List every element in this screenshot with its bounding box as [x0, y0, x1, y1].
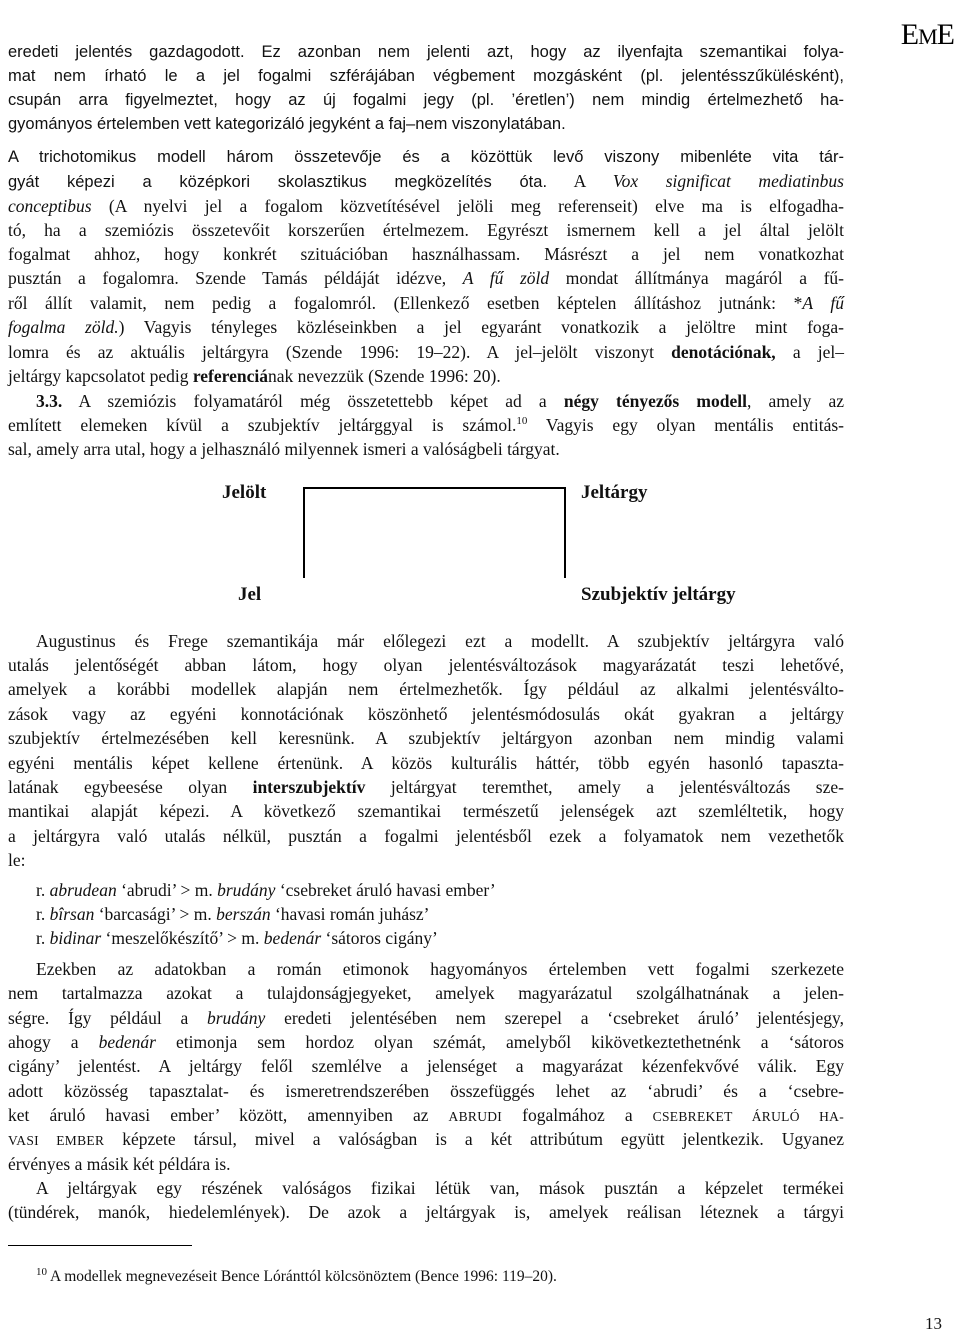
text-line: (tündérek, manók, hiedelemlények). De azok a jeltárgyak is, amelyek reálisan léteznek a tárgyi [8, 1202, 844, 1222]
footnote: $^{10}$ A modellek megnevezéseit Bence Lóránttól kölcsönöztem (Bence 1996: 119–20). [36, 1265, 557, 1285]
text-line: Ezekben az adatokban a román etimonok hagyományos értelemben vett fogalmi szerkezete [36, 959, 844, 979]
text-line: tó, ha a szemiózis összetevőit korszerűen értelmezem. Egyrészt ismernem kell a jel által jelölt [8, 220, 844, 240]
text-line: jeltárgy kapcsolatot pedig referenciának nevezzük (Szende 1996: 20). [8, 366, 501, 386]
journal-logo: EME [900, 18, 954, 51]
text-line: amelyek a korábbi modellek alapján nem értelmezhetők. Így például az alkalmi jelentésválto- [8, 679, 844, 699]
text-line: conceptibus (A nyelvi jel a fogalom közvetítésével jelöli meg referenseit) elve ma is elfogadha- [8, 196, 844, 216]
text-line: érvényes a másik két példára is. [8, 1154, 231, 1174]
text-line: A jeltárgyak egy részének valóságos fizikai létük van, mások pusztán a képzelet termékei [36, 1178, 844, 1198]
text-line: fogalma zöld.) Vagyis tényleges közléseinkben a jel egyaránt vonatkozik a jelöltre mint foga- [8, 317, 844, 337]
footnote-number: 10 [36, 1265, 47, 1278]
text-line: sal, amely arra utal, hogy a jelhasználó milyennek ismeri a valóságbeli tárgyat. [8, 439, 560, 459]
example-line: r. bidinar ‘meszelőkészítő’ > m. bedenár ‘sátoros cigány’ [36, 928, 438, 948]
text-line: ahogy a bedenár etimonja sem hordoz olyan szémát, amelyből kikövetkeztethetnénk a ‘sátoros [8, 1032, 844, 1052]
footnote-ref: 10 [516, 415, 528, 428]
diagram-label-jel: Jel [238, 584, 262, 605]
text-line: szubjektív értelmezésében kell keresnünk. A szubjektív jeltárgyon azonban nem mindig valami [8, 728, 844, 748]
text-line: adott közösség tapasztalat- és ismeretrendszerében összefüggés lehet az ‘abrudi’ és a ‘csebre- [8, 1081, 844, 1101]
text-line: gyát képezi a középkori skolasztikus megközelítés óta. A Vox significat mediatinbus [8, 171, 844, 191]
text-line: csupán arra figyelmeztet, hogy az új fogalmi jegy (pl. ’éretlen’) nem mindig értelmezhető ha- [8, 91, 844, 109]
text-line: le: [8, 850, 26, 870]
text-line: ségre. Így például a brudány eredeti jelentésében nem szerepel a ‘csebreket áruló’ jelentésjegy, [8, 1008, 844, 1028]
text-line: lomra és az aktuális jeltárgyra (Szende 1996: 19–22). A jel–jelölt viszonyt denotációnak, a jel– [8, 342, 844, 362]
text-line: egyéni mentális képet kellene értenünk. A közös kulturális háttér, több egyén hasonló tapaszta- [8, 753, 844, 773]
text-line: ket áruló havasi ember’ között, amennyiben az ABRUDI fogalmához a CSEBREKET ÁRULÓ HA- [8, 1105, 844, 1125]
text-line: utalás jelentőségét abban látom, hogy olyan jelentésváltozások magyarázatát teszi lehetővé, [8, 655, 844, 675]
text-line: latának egybeesése olyan interszubjektív jeltárgyat teremthet, amely a jelentésváltozás sze- [8, 777, 844, 797]
example-line: r. bîrsan ‘barcasági’ > m. berszán ‘havasi román juhász’ [36, 904, 430, 924]
text-line: mantikai alapját képezi. A következő szemantikai természetű jelenségek azt szemléltetik, hogy [8, 801, 844, 821]
page-number: 13 [925, 1314, 942, 1333]
footnote-separator [8, 1245, 192, 1246]
diagram-label-jelolt: Jelölt [222, 482, 267, 503]
diagram-box [303, 487, 566, 578]
text-line: a jeltárgyra való utalás nélkül, pusztán a fogalmi jelentésből ezek a folyamatok nem vezethetők [8, 826, 844, 846]
text-line: említett elemeken kívül a szubjektív jeltárggyal is számol.$^{10}$ Vagyis egy olyan mentális entitás- [8, 415, 844, 435]
text-line: nem tartalmazza azokat a tulajdonságjegyeket, amelyek magyarázatul szolgálhatnának a jelen- [8, 983, 844, 1003]
text-line: pusztán a fogalomra. Szende Tamás példáját idézve, A fű zöld mondat állítmánya magáról a fű- [8, 268, 844, 288]
diagram-label-szubjektiv-jeltargy: Szubjektív jeltárgy [581, 584, 736, 605]
text-line: cigány’ jelentést. A jeltárgy felől szemlélve a jelenséget a magyarázat kézenfekvővé válik. Egy [8, 1056, 844, 1076]
text-line: ről állít valamit, nem pedig a fogalomról. (Ellenkező esetben képtelen állításhoz jutnánk: *A fű [8, 293, 844, 313]
text-line: VASI EMBER képzete társul, mivel a valóságban is a két attribútum együtt jelentkezik. Ugyanez [8, 1129, 844, 1149]
text-line: A trichotomikus modell három összetevője és a közöttük levő viszony mibenléte vita tár- [8, 148, 844, 166]
text-line: mat nem írható le a jel fogalmi szférájában végbement mozgásként (pl. jelentésszűkülésként), [8, 67, 844, 85]
text-line: 3.3. A szemiózis folyamatáról még összetettebb képet ad a négy tényezős modell, amely az [36, 391, 844, 411]
text-line: Augustinus és Frege szemantikája már előlegezi ezt a modellt. A szubjektív jeltárgyra való [36, 631, 844, 651]
text-line: gyományos értelemben vett kategorizáló jegyként a faj–nem viszonylatában. [8, 115, 566, 133]
example-line: r. abrudean ‘abrudi’ > m. brudány ‘csebreket áruló havasi ember’ [36, 880, 496, 900]
section-number: 3.3. [36, 391, 63, 411]
text-line: fogalmat ahhoz, hogy konkrét szituációban használhassam. Másrészt a jel nem vonatkozhat [8, 244, 844, 264]
text-line: zások vagy az egyéni konnotációnak köszönhető jelentésmódosulás okát gyakran a jeltárgy [8, 704, 844, 724]
diagram-label-jeltargy: Jeltárgy [581, 482, 648, 503]
text-line: eredeti jelentés gazdagodott. Ez azonban nem jelenti azt, hogy az ilyenfajta szemantikai folya- [8, 43, 844, 61]
